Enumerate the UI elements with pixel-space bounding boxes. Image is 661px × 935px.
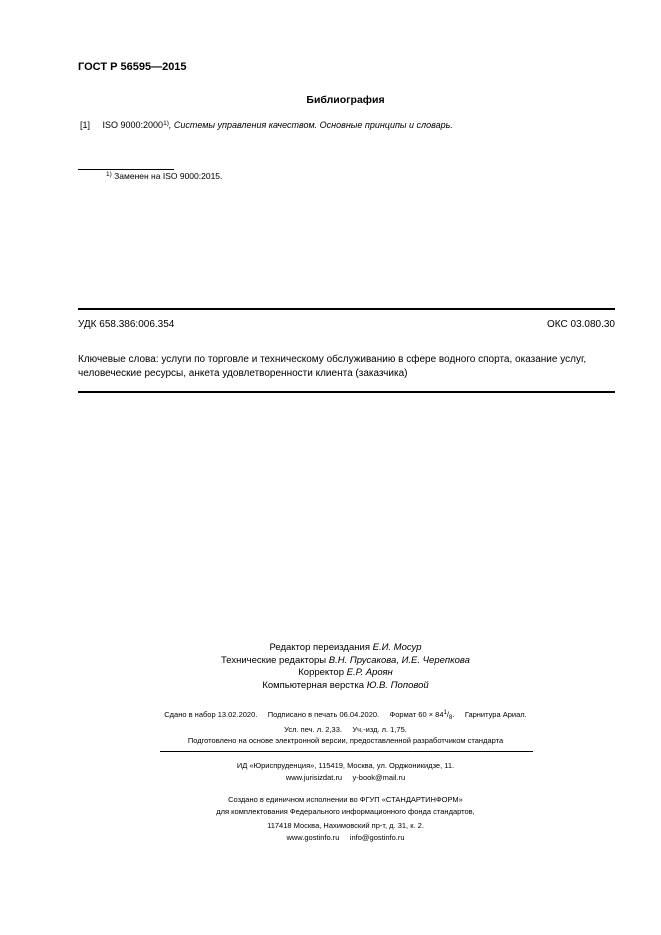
- editors-block: [0, 642, 661, 692]
- editor-name: Е.И. Мосур: [372, 642, 422, 653]
- publishing-sheets: Уч.-изд. л. 1,75.: [352, 725, 407, 734]
- bibliography-entry: [80, 120, 453, 130]
- oks-code: ОКС 03.080.30: [547, 319, 615, 330]
- footnote: [106, 171, 222, 181]
- format: Формат 60 × 84: [389, 710, 444, 719]
- publisher-address: ИД «Юриспруденция», 115419, Москва, ул. Орджоникидзе, 11.: [236, 761, 455, 770]
- keywords: Ключевые слова: услуги по торговле и техническому обслуживанию в сфере водного спорта, оказание услуг, человеческие ресурсы, анкета удовлетворенности клиента (заказчика): [78, 354, 587, 379]
- classification-bottom-rule: [78, 391, 615, 393]
- imprint-rule: [160, 751, 533, 752]
- entry-number: [1]: [80, 120, 91, 130]
- footnote-text: Заменен на ISO 9000:2015.: [111, 171, 223, 181]
- footnote-divider: [78, 169, 174, 170]
- editor-line: [30, 642, 661, 655]
- created-note: [0, 794, 661, 817]
- footnote-mark: 1): [106, 171, 112, 178]
- publisher-contacts: www.jurisizdat.ru y-book@mail.ru: [285, 772, 406, 782]
- submitted-date: Сдано в набор 13.02.2020.: [164, 710, 258, 719]
- publication-details: Сдано в набор 13.02.2020. Подписано в печать 06.04.2020. Формат $60 \times 84^1/_8$. Гарнитура Ариал. Усл. печ. л. 2,33. Уч.-изд. л. 1,75.: [164, 710, 527, 734]
- prepared-note: Подготовлено на основе электронной версии, предоставленной разработчиком стандарта: [187, 736, 504, 745]
- editor-name: Е.Р. Ароян: [346, 667, 393, 678]
- editor-role: Технические редакторы: [221, 654, 329, 666]
- editor-line: [30, 655, 661, 668]
- editor-name: Ю.В. Поповой: [366, 679, 429, 691]
- editor-role: Компьютерная верстка: [262, 679, 367, 691]
- print-sheets: Усл. печ. л. 2,33.: [284, 725, 342, 734]
- standartinform-imprint: [0, 820, 661, 843]
- editor-line: [30, 667, 661, 680]
- editor-role: Редактор переиздания: [269, 642, 373, 653]
- created-line: Создано в единичном исполнении во ФГУП «СТАНДАРТИНФОРМ»: [228, 795, 463, 804]
- format-numerator: 1: [443, 710, 447, 716]
- udk-code: УДК 658.386:006.354: [78, 319, 175, 330]
- editor-role: Корректор: [298, 667, 347, 678]
- publisher-imprint: [0, 760, 661, 783]
- editor-line: [30, 680, 661, 693]
- entry-title: , Системы управления качеством. Основные принципы и словарь.: [168, 120, 453, 130]
- entry-reference: ISO 9000:2000: [102, 120, 164, 130]
- entry-footnote-mark: 1): [163, 120, 169, 127]
- signed-date: Подписано в печать 06.04.2020.: [267, 710, 380, 719]
- editor-name: В.Н. Прусакова, И.Е. Черепкова: [328, 654, 470, 666]
- typeface: Гарнитура Ариал.: [464, 710, 527, 719]
- standartinform-contacts: www.gostinfo.ru info@gostinfo.ru: [286, 832, 405, 842]
- format-denominator: 8: [448, 715, 453, 721]
- classification-top-rule: [78, 308, 615, 310]
- created-line: для комплектования Федерального информационного фонда стандартов,: [216, 806, 475, 816]
- format-suffix: .: [452, 710, 455, 719]
- document-code: ГОСТ Р 56595—2015: [78, 61, 187, 73]
- bibliography-title: Библиография: [306, 94, 385, 106]
- standartinform-address: 117418 Москва, Нахимовский пр-т, д. 31, к. 2.: [267, 821, 424, 830]
